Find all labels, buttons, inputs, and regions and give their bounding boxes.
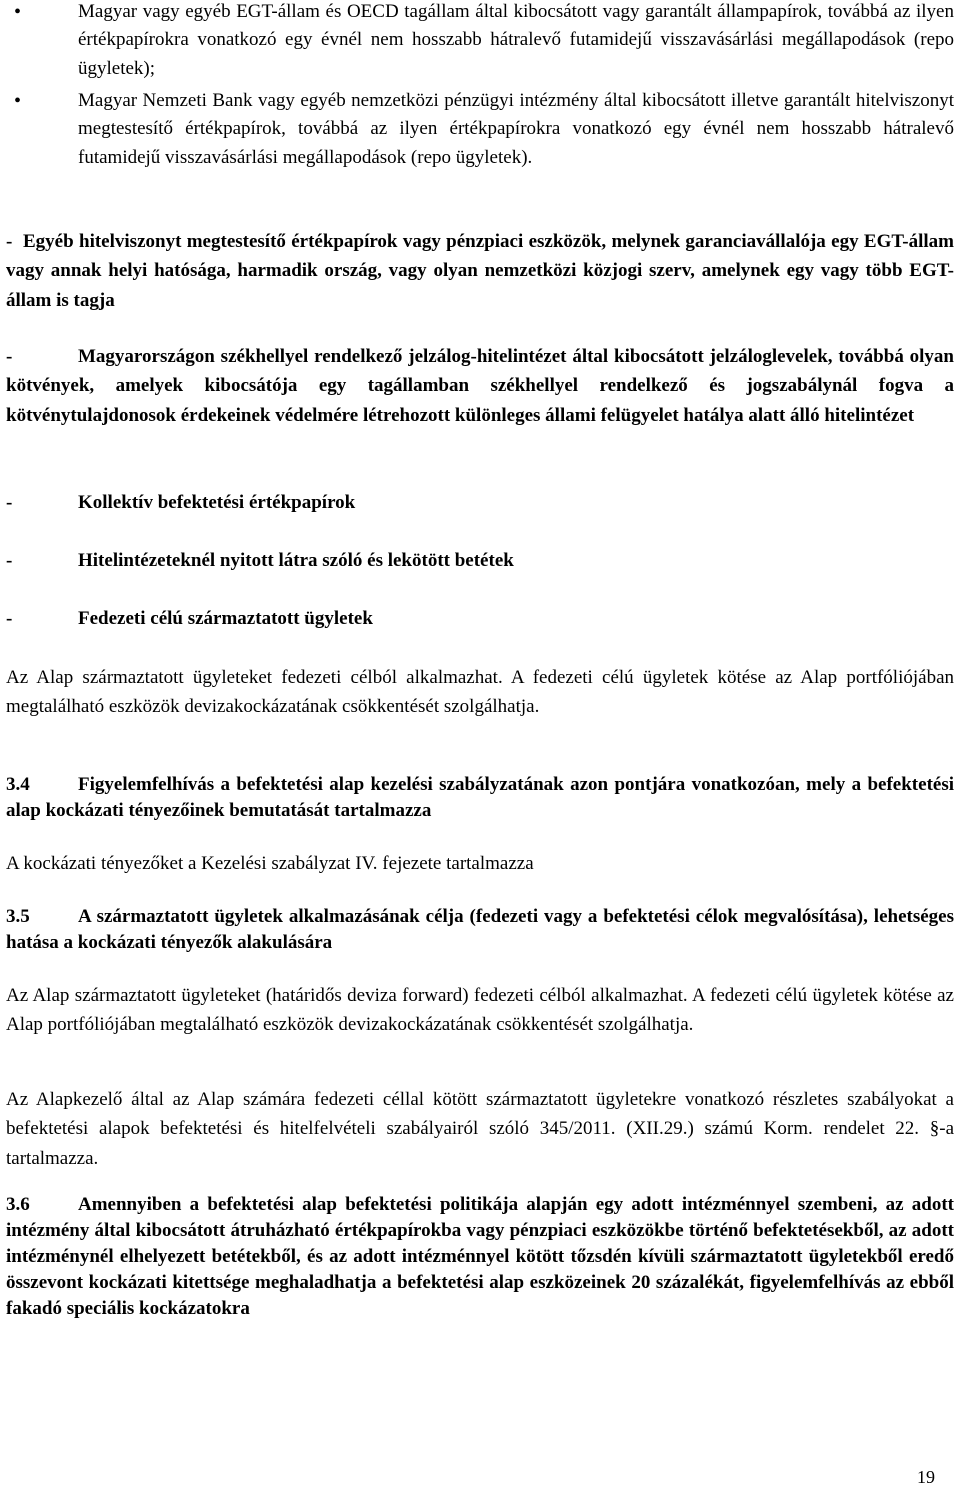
list-dash: -: [6, 231, 13, 252]
list-item: [6, 604, 954, 633]
section-title: Amennyiben a befektetési alap befektetési politikája alapján egy adott intézménnyel szembeni, az adott intézmény által kibocsátott átruházható értékpapírokba vagy pénzpiaci eszközökbe történő befektetésekből, az adott intézménynél elhelyezett betétekből, és az adott intézménnyel kötött tőzsdén kívüli származtatott ügyletekből eredő összevont kockázati kitettsége meghaladhatja a befektetési alap eszközeinek 20 százalékát, figyelemfelhívás az ebből fakadó speciális kockázatokra: [6, 1194, 954, 1319]
list-item: [6, 227, 954, 315]
section-heading-3-5: [6, 904, 954, 956]
paragraph: A kockázati tényezőket a Kezelési szabályzat IV. fejezete tartalmazza: [6, 853, 534, 874]
bullet-text: Magyar Nemzeti Bank vagy egyéb nemzetközi pénzügyi intézmény által kibocsátott illetve garantált hitelviszonyt megtestesítő értékpapírok, továbbá az ilyen értékpapírokra vonatkozó egy évnél nem hosszabb hátralevő futamidejű visszavásárlási megállapodások (repo ügyletek).: [78, 90, 954, 168]
list-item: [6, 342, 954, 430]
list-item-text: Kollektív befektetési értékpapírok: [78, 492, 356, 513]
section-number: 3.5: [6, 906, 30, 927]
paragraph: Az Alapkezelő által az Alap számára fedezeti céllal kötött származtatott ügyletekre vonatkozó részletes szabályokat a befektetési alapok befektetési és hitelfelvételi szabályairól szóló 345/2011. (XII.29.) számú Korm. rendelet 22. §-a tartalmazza.: [6, 1089, 954, 1169]
bullet-item: [14, 0, 954, 83]
list-dash: -: [6, 346, 13, 367]
section-number: 3.6: [6, 1194, 30, 1215]
page-number: 19: [917, 1467, 935, 1487]
bullet-dot: •: [14, 90, 22, 112]
list-item: [6, 546, 954, 575]
section-heading-3-4: [6, 772, 954, 824]
list-dash: -: [6, 492, 13, 513]
paragraph-hedge: Az Alap származtatott ügyleteket fedezeti célból alkalmazhat. A fedezeti célú ügyletek kötése az Alap portfóliójában megtalálható eszközök devizakockázatának csökkentését szolgálhatja.: [6, 667, 954, 718]
list-item-text: Fedezeti célú származtatott ügyletek: [78, 608, 373, 629]
list-dash: -: [6, 550, 13, 571]
bullet-dot: •: [14, 1, 22, 23]
list-item: [6, 488, 954, 517]
list-item-text: Hitelintézeteknél nyitott látra szóló és lekötött betétek: [78, 550, 514, 571]
section-heading-3-6: [6, 1192, 954, 1322]
bullet-item: [14, 87, 954, 172]
list-item-text: Magyarországon székhellyel rendelkező jelzálog-hitelintézet által kibocsátott jelzáloglevelek, továbbá olyan kötvények, amelyek kibocsátója egy tagállamban székhellyel rendelkező és jogszabálynál fogva a kötvénytulajdonosok érdekeinek védelmére létrehozott különleges állami felügyelet hatálya alatt álló hitelintézet: [6, 346, 954, 426]
list-item-text: Egyéb hitelviszonyt megtestesítő értékpapírok vagy pénzpiaci eszközök, melynek garanciavállalója egy EGT-állam vagy annak helyi hatósága, harmadik ország, vagy olyan nemzetközi közjogi szerv, amelynek egy vagy több EGT-állam is tagja: [6, 231, 954, 311]
section-title: A származtatott ügyletek alkalmazásának célja (fedezeti vagy a befektetési célok megvalósítása), lehetséges hatása a kockázati tényezők alakulására: [6, 906, 954, 953]
section-title: Figyelemfelhívás a befektetési alap kezelési szabályzatának azon pontjára vonatkozóan, mely a befektetési alap kockázati tényezőinek bemutatását tartalmazza: [6, 774, 954, 821]
section-number: 3.4: [6, 774, 30, 795]
list-dash: -: [6, 608, 13, 629]
bullet-text: Magyar vagy egyéb EGT-állam és OECD tagállam által kibocsátott vagy garantált állampapírok, továbbá az ilyen értékpapírokra vonatkozó egy évnél nem hosszabb hátralevő futamidejű visszavásárlási megállapodások (repo ügyletek);: [78, 1, 954, 79]
paragraph: Az Alap származtatott ügyleteket (határidős deviza forward) fedezeti célból alkalmazhat. A fedezeti célú ügyletek kötése az Alap portfóliójában megtalálható eszközök devizakockázatának csökkentését szolgálhatja.: [6, 985, 954, 1036]
